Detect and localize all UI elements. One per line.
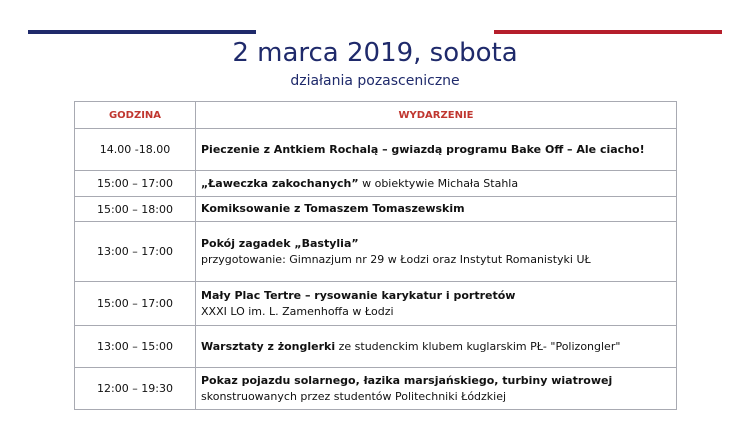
column-header-hour: GODZINA (75, 102, 196, 129)
top-left-accent-bar (28, 30, 256, 34)
row-event (196, 129, 677, 171)
event-detail: ze studenckim klubem kuglarskim PŁ- "Polizongler" (335, 339, 621, 353)
event-title: Warsztaty z żonglerki (201, 339, 336, 353)
table-row (75, 222, 677, 282)
top-right-accent-bar (494, 30, 722, 34)
table-row (75, 129, 677, 171)
event-organizer: przygotowanie: Gimnazjum nr 29 w Łodzi oraz Instytut Romanistyki UŁ (201, 252, 591, 266)
table-row (75, 368, 677, 410)
table-row (75, 171, 677, 197)
row-event (196, 368, 677, 410)
row-event (196, 282, 677, 326)
table-row (75, 326, 677, 368)
row-time: 15:00 – 17:00 (75, 171, 196, 197)
event-title: Komiksowanie z Tomaszem Tomaszewskim (201, 202, 465, 215)
table-header-row (75, 102, 677, 129)
event-organizer: skonstruowanych przez studentów Politechniki Łódzkiej (201, 389, 507, 403)
table-row (75, 197, 677, 222)
event-title: Pieczenie z Antkiem Rochalą – gwiazdą programu Bake Off – Ale ciacho! (201, 142, 645, 156)
page-title: 2 marca 2019, sobota (232, 38, 518, 68)
event-title: Pokaz pojazdu solarnego, łazika marsjańskiego, turbiny wiatrowej (201, 373, 613, 387)
event-organizer: XXXI LO im. L. Zamenhoffa w Łodzi (201, 304, 394, 318)
row-time: 14.00 -18.00 (75, 129, 196, 171)
page-subtitle: działania pozasceniczne (290, 73, 460, 89)
schedule-table (74, 101, 677, 410)
row-time: 13:00 – 15:00 (75, 326, 196, 368)
row-time: 15:00 – 18:00 (75, 197, 196, 222)
event-detail: w obiektywie Michała Stahla (358, 176, 519, 190)
event-title: Mały Plac Tertre – rysowanie karykatur i portretów (201, 288, 516, 302)
row-event (196, 222, 677, 282)
table-row (75, 282, 677, 326)
row-event (196, 326, 677, 368)
column-header-event: WYDARZENIE (196, 102, 677, 129)
row-event (196, 171, 677, 197)
event-title: „Ławeczka zakochanych” (201, 176, 359, 190)
row-event (196, 197, 677, 222)
row-time: 13:00 – 17:00 (75, 222, 196, 282)
row-time: 12:00 – 19:30 (75, 368, 196, 410)
row-time: 15:00 – 17:00 (75, 282, 196, 326)
event-title: Pokój zagadek „Bastylia” (201, 236, 359, 250)
